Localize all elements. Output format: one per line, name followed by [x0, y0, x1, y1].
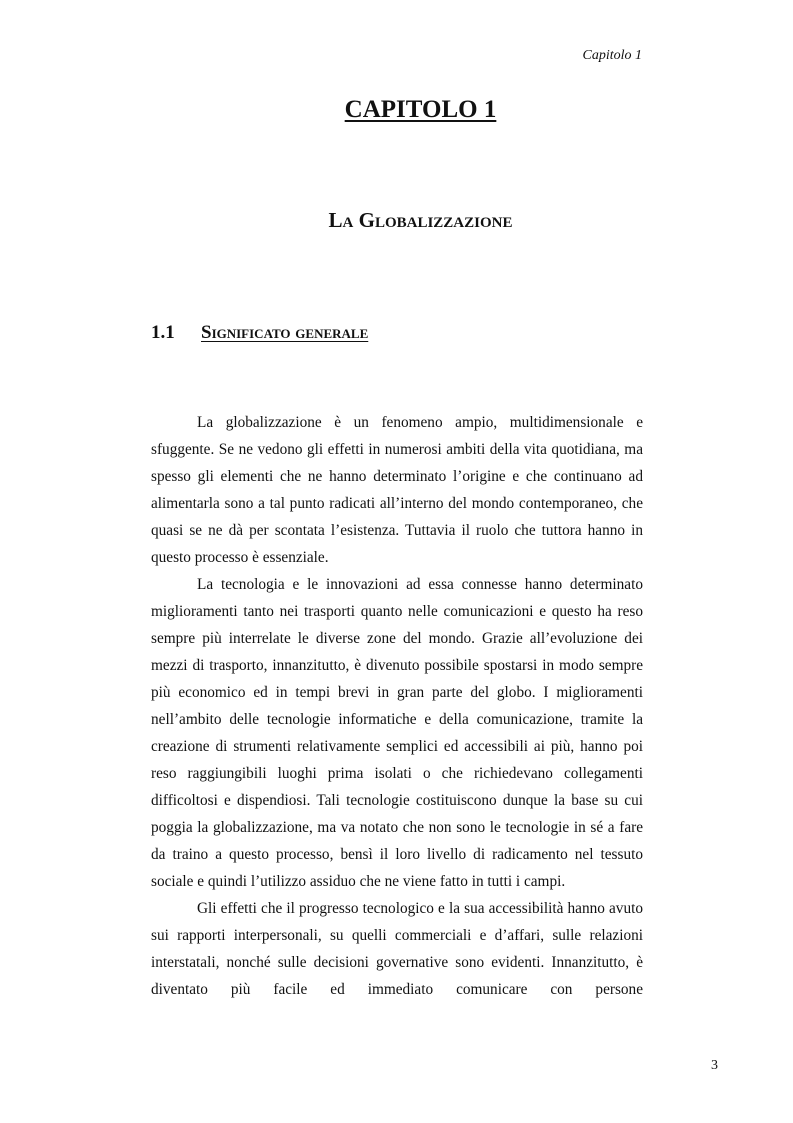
paragraph-3: Gli effetti che il progresso tecnologico e la sua accessibilità hanno avuto sui rapporti interpersonali, su quelli commerciali e d’affari, sulle relazioni interstatali, nonché sulle decisioni governative sono evidenti. Innanzitutto, è diventato più facile ed immediato comunicare con persone	[151, 900, 643, 998]
section-number: 1.1	[151, 322, 175, 343]
running-header: Capitolo 1	[582, 48, 642, 63]
page-number: 3	[711, 1058, 718, 1073]
section-title: Significato generale	[201, 322, 369, 343]
body-text	[151, 409, 643, 1003]
chapter-title: CAPITOLO 1	[344, 96, 497, 123]
paragraph-1: La globalizzazione è un fenomeno ampio, multidimensionale e sfuggente. Se ne vedono gli effetti in numerosi ambiti della vita quotidiana, ma spesso gli elementi che ne hanno determinato l’origine e che continuano ad alimentarla sono a tal punto radicati all’interno del mondo contemporaneo, che quasi se ne dà per scontata l’esistenza. Tuttavia il ruolo che tuttora hanno in questo processo è essenziale.	[151, 414, 643, 566]
section-heading	[151, 322, 368, 344]
paragraph-2: La tecnologia e le innovazioni ad essa connesse hanno determinato miglioramenti tanto nei trasporti quanto nelle comunicazioni e questo ha reso sempre più interrelate le diverse zone del mondo. Grazie all’evoluzione dei mezzi di trasporto, innanzitutto, è divenuto possibile spostarsi in modo sempre più economico ed in tempi brevi in gran parte del globo. I miglioramenti nell’ambito delle tecnologie informatiche e della comunicazione, tramite la creazione di strumenti relativamente semplici ed accessibili ai più, hanno poi reso raggiungibili luoghi prima isolati o che richiedevano collegamenti difficoltosi e dispendiosi. Tali tecnologie costituiscono dunque la base su cui poggia la globalizzazione, ma va notato che non sono le tecnologie in sé a fare da traino a questo processo, bensì il loro livello di radicamento nel tessuto sociale e quindi l’utilizzo assiduo che ne viene fatto in tutti i campi.	[151, 576, 643, 890]
chapter-subtitle: La Globalizzazione	[328, 208, 513, 232]
